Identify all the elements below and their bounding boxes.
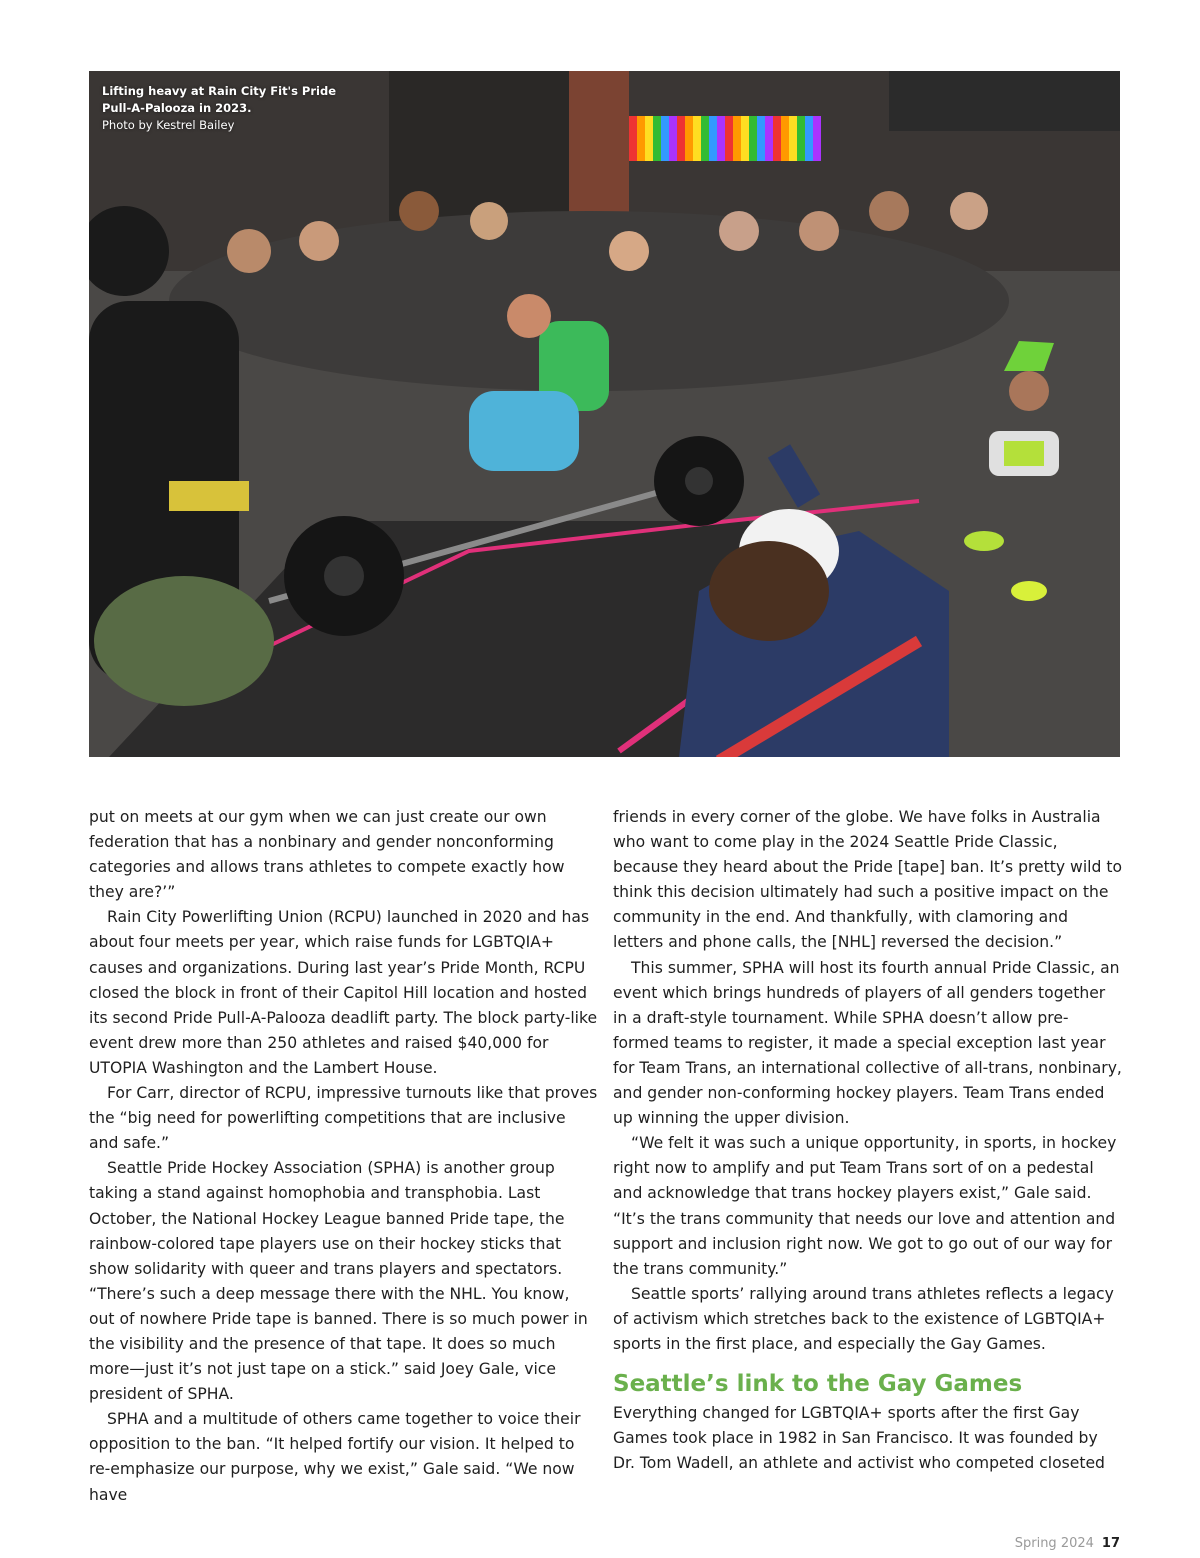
article-column-left [89,805,599,1508]
issue-label: Spring 2024 [1014,1536,1094,1551]
paragraph: SPHA and a multitude of others came together to voice their opposition to the ban. “It helped fortify our vision. It helped to re-emphasize our purpose, why we exist,” Gale said. “We now have [89,1410,581,1504]
article-column-right [613,805,1123,1476]
photo-caption-title: Lifting heavy at Rain City Fit's Pride Pull-A-Palooza in 2023. [102,84,337,115]
paragraph: For Carr, director of RCPU, impressive turnouts like that proves the “big need for powerlifting competitions that are inclusive and safe.” [89,1084,598,1153]
feature-photo [89,71,1120,757]
page-footer [1015,1536,1120,1551]
paragraph: Everything changed for LGBTQIA+ sports after the first Gay Games took place in 1982 in San Francisco. It was founded by Dr. Tom Wadell, an athlete and activist who competed closeted [613,1404,1105,1473]
photo-caption [102,83,362,134]
photo-credit: Photo by Kestrel Bailey [102,118,235,132]
paragraph: Rain City Powerlifting Union (RCPU) launched in 2020 and has about four meets per year, which raise funds for LGBTQIA+ causes and organizations. During last year’s Pride Month, RCPU closed the block in front of their Capitol Hill location and hosted its second Pride Pull-A-Palooza deadlift party. The block party-like event drew more than 250 athletes and raised $40,000 for UTOPIA Washington and the Lambert House. [89,908,598,1077]
paragraph: put on meets at our gym when we can just create our own federation that has a nonbinary and gender nonconforming categories and allows trans athletes to compete exactly how they are?’” [89,808,565,902]
paragraph: Seattle sports’ rallying around trans athletes reflects a legacy of activism which stretches back to the existence of LGBTQIA+ sports in the first place, and especially the Gay Games. [613,1284,1114,1353]
section-heading: Seattle’s link to the Gay Games [613,1371,1023,1398]
paragraph: Seattle Pride Hockey Association (SPHA) is another group taking a stand against homophobia and transphobia. Last October, the National Hockey League banned Pride tape, the rainbow-colored tape players use on their hockey sticks that show solidarity with queer and trans players and spectators. “There’s such a deep message there with the NHL. You know, out of nowhere Pride tape is banned. There is so much power in the visibility and the presence of that tape. It does so much more—just it’s not just tape on a stick.” said Joey Gale, vice president of SPHA. [89,1159,588,1404]
paragraph: friends in every corner of the globe. We have folks in Australia who want to come play in the 2024 Seattle Pride Classic, because they heard about the Pride [tape] ban. It’s pretty wild to think this decision ultimately had such a positive impact on the community in the end. And thankfully, with clamoring and letters and phone calls, the [NHL] reversed the decision.” [613,808,1122,952]
paragraph: “We felt it was such a unique opportunity, in sports, in hockey right now to amplify and put Team Trans sort of on a pedestal and acknowledge that trans hockey players exist,” Gale said. “It’s the trans community that needs our love and attention and support and inclusion right now. We got to go out of our way for the trans community.” [613,1134,1117,1278]
photo-illustration [89,71,1120,757]
page-number: 17 [1101,1536,1120,1551]
paragraph: This summer, SPHA will host its fourth annual Pride Classic, an event which brings hundreds of players of all genders together in a draft-style tournament. While SPHA doesn’t allow pre-formed teams to register, it made a special exception last year for Team Trans, an international collective of all-trans, nonbinary, and gender non-conforming hockey players. Team Trans ended up winning the upper division. [613,958,1122,1128]
